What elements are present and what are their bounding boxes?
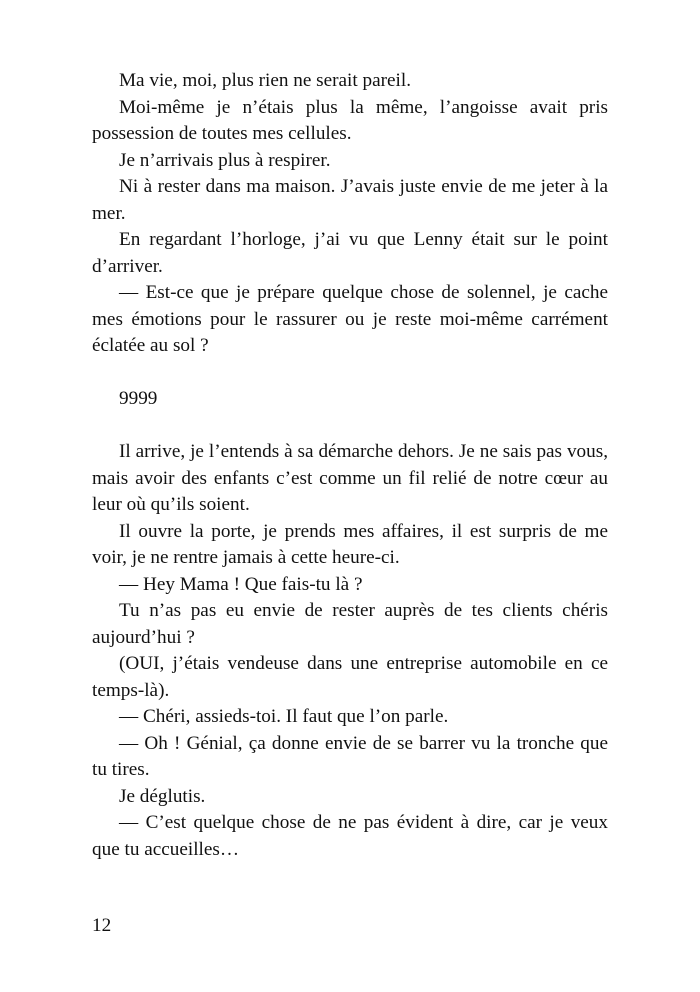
page-body — [92, 68, 608, 863]
section-1 — [92, 68, 608, 360]
dialogue-line: — Hey Mama ! Que fais-tu là ? — [119, 573, 363, 595]
paragraph: Je n’arrivais plus à respirer. — [119, 149, 331, 171]
paragraph: Il arrive, je l’entends à sa démarche dehors. Je ne sais pas vous, mais avoir des enfants c’est comme un fil relié de notre cœur au leur où qu’ils soient. — [92, 441, 608, 515]
section-2 — [92, 439, 608, 863]
dialogue-line: — Oh ! Génial, ça donne envie de se barrer vu la tronche que tu tires. — [92, 732, 608, 780]
paragraph: Il ouvre la porte, je prends mes affaires, il est surpris de me voir, je ne rentre jamais à cette heure-ci. — [92, 520, 608, 568]
section-separator: 9999 — [119, 388, 158, 409]
dialogue-line: — C’est quelque chose de ne pas évident à dire, car je veux que tu accueilles… — [92, 812, 608, 860]
paragraph: — Est-ce que je prépare quelque chose de solennel, je cache mes émotions pour le rassurer ou je reste moi-même carrément éclatée au sol ? — [92, 282, 608, 356]
blank-line — [92, 413, 608, 440]
paragraph: Moi-même je n’étais plus la même, l’angoisse avait pris possession de toutes mes cellules. — [92, 96, 608, 144]
paragraph: Ni à rester dans ma maison. J’avais juste envie de me jeter à la mer. — [92, 176, 608, 224]
dialogue-line: — Chéri, assieds-toi. Il faut que l’on parle. — [119, 706, 449, 727]
paragraph: Tu n’as pas eu envie de rester auprès de tes clients chéris aujourd’hui ? — [92, 600, 608, 648]
paragraph: En regardant l’horloge, j’ai vu que Lenny était sur le point d’arriver. — [92, 229, 608, 277]
page-number: 12 — [92, 915, 112, 936]
paragraph: Ma vie, moi, plus rien ne serait pareil. — [119, 70, 411, 91]
paragraph: (OUI, j’étais vendeuse dans une entreprise automobile en ce temps-là). — [92, 653, 608, 701]
paragraph: Je déglutis. — [119, 785, 206, 807]
blank-line — [92, 360, 608, 387]
